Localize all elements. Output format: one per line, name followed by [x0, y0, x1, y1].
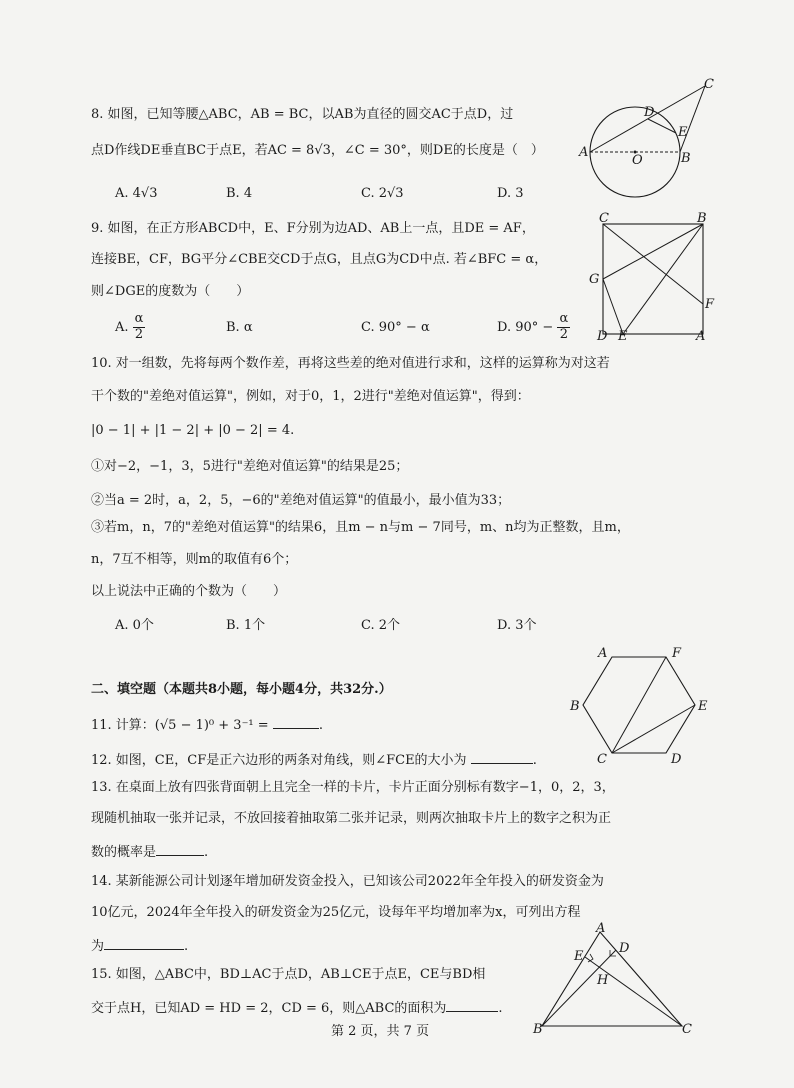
q15-label-a: A — [596, 921, 606, 936]
q12-question: 12. 如图，CE，CF是正六边形的两条对角线，则∠FCE的大小为 — [91, 753, 467, 768]
q11-suffix: . — [318, 718, 323, 733]
q9-square-figure — [585, 210, 715, 345]
q12-text — [91, 751, 537, 767]
q12-label-d: D — [671, 752, 682, 767]
q13-line3-wrap — [91, 843, 208, 859]
q15-suffix: . — [498, 1001, 503, 1016]
q9-line1: 9. 如图，在正方形ABCD中，E、F分别为边AD、AB上一点，且DE = AF， — [91, 221, 535, 236]
q8-option-a: A. 4√3 — [115, 186, 158, 201]
q12-suffix: . — [532, 753, 537, 768]
q8-label-e: E — [678, 125, 688, 140]
q8-option-b: B. 4 — [226, 186, 253, 201]
q9-option-a-denominator: 2 — [134, 326, 144, 342]
q8-label-o: O — [632, 153, 643, 168]
q12-answer-blank — [471, 751, 533, 764]
q12-label-a: A — [598, 646, 608, 661]
q13-answer-blank — [156, 843, 204, 856]
q10-item1: ①对−2，−1，3，5进行"差绝对值运算"的结果是25； — [91, 459, 409, 474]
q10-line3: |0 − 1| + |1 − 2| + |0 − 2| = 4. — [91, 423, 295, 438]
q9-label-a: A — [696, 329, 706, 344]
q10-option-c: C. 2个 — [361, 618, 401, 633]
q10-item3a: ③若m，n，7的"差绝对值运算"的结果6，且m − n与m − 7同号，m、n均为正整数，且m， — [91, 520, 630, 535]
q9-label-c: C — [599, 211, 609, 226]
q13-suffix: . — [204, 845, 209, 860]
q9-label-e: E — [618, 329, 628, 344]
q14-line2: 10亿元，2024年全年投入的研发资金为25亿元，设每年平均增加率为x，可列出方程 — [91, 905, 581, 920]
q9-option-a — [115, 312, 145, 343]
q12-label-e: E — [698, 699, 708, 714]
q15-label-e: E — [574, 949, 584, 964]
q9-label-g: G — [589, 272, 600, 287]
q15-label-d: D — [619, 941, 630, 956]
q9-option-b: B. α — [226, 320, 253, 335]
q8-label-b: B — [681, 151, 691, 166]
q12-label-b: B — [570, 699, 580, 714]
q9-option-d-prefix: D. 90° − — [497, 319, 554, 335]
q9-option-c: C. 90° − α — [361, 320, 430, 335]
q9-option-d-denominator: 2 — [559, 326, 568, 342]
q8-label-c: C — [704, 77, 714, 92]
q15-answer-blank — [446, 999, 498, 1012]
q10-line1: 10. 对一组数，先将每两个数作差，再将这些差的绝对值进行求和，这样的运算称为对这若 — [91, 356, 610, 371]
q14-line3: 为 — [91, 939, 105, 954]
q10-question: 以上说法中正确的个数为（ ） — [91, 584, 287, 599]
q10-option-a: A. 0个 — [115, 618, 154, 633]
q8-option-d: D. 3 — [497, 186, 524, 201]
q9-option-d — [497, 312, 570, 343]
q8-line1: 8. 如图，已知等腰△ABC，AB = BC，以AB为直径的圆交AC于点D，过 — [91, 107, 514, 122]
q15-triangle-figure — [530, 920, 700, 1035]
q10-option-d: D. 3个 — [497, 618, 537, 633]
q15-label-b: B — [533, 1022, 543, 1037]
q8-label-a: A — [579, 145, 589, 160]
q15-label-c: C — [682, 1022, 692, 1037]
q9-label-b: B — [697, 211, 707, 226]
q12-label-f: F — [672, 646, 682, 661]
q10-item2: ②当a = 2时，a，2，5，−6的"差绝对值运算"的值最小，最小值为33； — [91, 493, 511, 508]
section2-title: 二、填空题（本题共8小题，每小题4分，共32分.） — [91, 682, 392, 697]
page-footer: 第 2 页，共 7 页 — [331, 1024, 430, 1039]
q8-line2: 点D作线DE垂直BC于点E，若AC = 8√3，∠C = 30°，则DE的长度是（ ） — [91, 143, 544, 158]
q9-label-d: D — [597, 329, 608, 344]
q9-option-a-numerator: α — [134, 311, 144, 326]
q14-line3-wrap — [91, 937, 188, 953]
q14-answer-blank — [104, 937, 184, 950]
q15-line2-wrap — [91, 999, 503, 1015]
q10-line2: 干个数的"差绝对值运算"，例如，对于0，1，2进行"差绝对值运算"，得到： — [91, 389, 530, 404]
q10-option-b: B. 1个 — [226, 618, 266, 633]
q9-line3: 则∠DGE的度数为（ ） — [91, 284, 250, 299]
q14-suffix: . — [184, 939, 189, 954]
q13-line3: 数的概率是 — [91, 845, 157, 860]
q15-label-h: H — [597, 973, 609, 988]
q9-label-f: F — [705, 297, 715, 312]
q13-line1: 13. 在桌面上放有四张背面朝上且完全一样的卡片，卡片正面分别标有数字−1，0，2，3， — [91, 780, 615, 795]
q11-text — [91, 716, 323, 732]
q14-line1: 14. 某新能源公司计划逐年增加研发资金投入，已知该公司2022年全年投入的研发资金为 — [91, 874, 604, 889]
q9-line2: 连接BE，CF，BG平分∠CBE交CD于点G，且点G为CD中点. 若∠BFC = α， — [91, 252, 548, 267]
q11-expression: 11. 计算：(√5 − 1)⁰ + 3⁻¹ = — [91, 718, 269, 733]
q12-label-c: C — [597, 752, 607, 767]
q9-option-d-numerator: α — [559, 311, 569, 326]
q9-option-a-prefix: A. — [115, 319, 129, 335]
q12-hexagon-figure — [565, 643, 715, 768]
q8-circle-figure — [578, 78, 718, 198]
q11-answer-blank — [273, 716, 319, 729]
q8-option-c: C. 2√3 — [361, 186, 404, 201]
q13-line2: 现随机抽取一张并记录，不放回接着抽取第二张并记录，则两次抽取卡片上的数字之积为正 — [91, 811, 612, 826]
q15-line1: 15. 如图，△ABC中，BD⊥AC于点D，AB⊥CE于点E，CE与BD相 — [91, 967, 486, 982]
q10-item3b: n，7互不相等，则m的取值有6个； — [91, 552, 298, 567]
q15-line2: 交于点H，已知AD = HD = 2，CD = 6，则△ABC的面积为 — [91, 1001, 447, 1016]
q8-label-d: D — [644, 105, 655, 120]
